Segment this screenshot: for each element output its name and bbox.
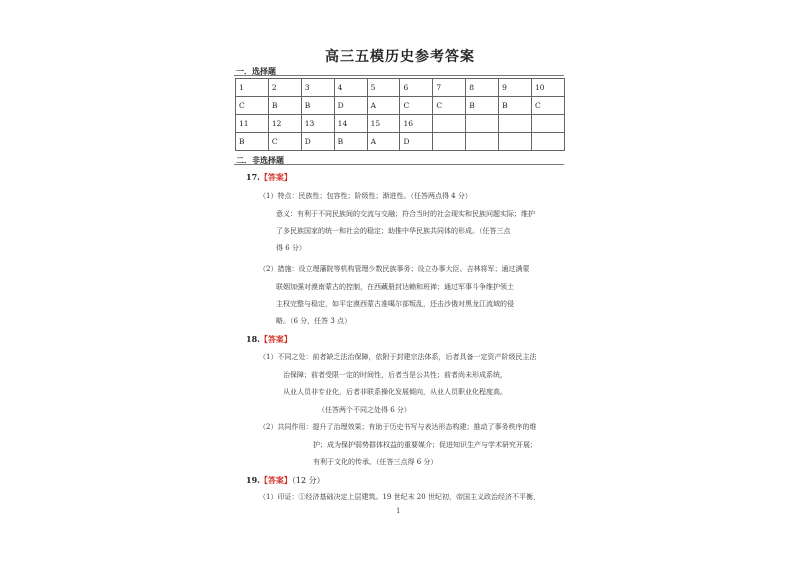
answer-table-cell: B xyxy=(301,97,334,115)
answer-table-cell: 5 xyxy=(367,79,400,97)
q18-line: （2）共同作用：提升了治理效果；有助于历史书写与表达形态构建；推动了事务秩序的维 xyxy=(259,423,537,431)
answer-table-cell: B xyxy=(466,97,499,115)
answer-table xyxy=(235,78,565,151)
answer-table-row xyxy=(236,133,565,151)
answer-table-cell: A xyxy=(367,97,400,115)
q17-line: 联姻加强对漠南蒙古的控制，在西藏册封达赖和班禅；通过军事斗争维护领土 xyxy=(276,283,514,291)
question-number: 17. xyxy=(246,172,260,182)
score-note: （12 分） xyxy=(291,476,325,485)
answer-table-cell: 15 xyxy=(367,115,400,133)
answer-table-cell xyxy=(499,115,532,133)
answer-table-cell: C xyxy=(236,97,269,115)
q17-line: （2）措施：设立理藩院等机构管理少数民族事务；设立办事大臣、吉林将军；通过满蒙 xyxy=(259,265,530,273)
answer-table-cell: D xyxy=(334,97,367,115)
answer-table-cell: B xyxy=(499,97,532,115)
answer-table-cell: 11 xyxy=(236,115,269,133)
q18-line: 治保障；前者受限一定的时间性，后者当是公共性；前者尚未形成系统， xyxy=(283,371,507,379)
answer-table-cell: A xyxy=(367,133,400,151)
answer-table-cell: 4 xyxy=(334,79,367,97)
q17-line: 得 6 分） xyxy=(276,244,306,252)
answer-table-cell: C xyxy=(532,97,565,115)
answer-table-cell: 9 xyxy=(499,79,532,97)
answer-table-cell: 8 xyxy=(466,79,499,97)
q18-line: （1）不同之处：前者缺乏法治保障，依附于封建宗法体系，后者具备一定资产阶级民主法 xyxy=(259,353,537,361)
answer-table-cell: 13 xyxy=(301,115,334,133)
page-title: 高三五模历史参考答案 xyxy=(325,49,475,65)
answer-table-cell: C xyxy=(400,97,433,115)
answer-table-cell: B xyxy=(268,97,301,115)
answer-table-cell: 14 xyxy=(334,115,367,133)
question-19-header xyxy=(246,475,325,486)
question-17-header xyxy=(246,172,292,183)
q18-line: 从业人员非专业化，后者非联系操化发展倾向，从业人员职业化程度高。 xyxy=(283,388,507,396)
answer-table-cell xyxy=(433,133,466,151)
q17-line: 意义：有利于不同民族间的交流与交融；符合当时的社会现实和民族问题实际；维护 xyxy=(276,210,535,218)
answer-table-cell xyxy=(433,115,466,133)
answer-table-cell: B xyxy=(334,133,367,151)
answer-table-cell: 2 xyxy=(268,79,301,97)
q17-line: 了多民族国家的统一和社会的稳定；助推中华民族共同体的形成。（任答三点 xyxy=(276,227,511,235)
divider xyxy=(234,75,564,76)
q18-line: 有利于文化的传承。（任答三点得 6 分） xyxy=(313,458,438,466)
answer-table-row xyxy=(236,97,565,115)
answer-table-cell: D xyxy=(301,133,334,151)
question-number: 19. xyxy=(246,475,260,485)
answer-table-cell: C xyxy=(268,133,301,151)
question-number: 18. xyxy=(246,334,260,344)
answer-table-cell xyxy=(466,133,499,151)
q18-line: 护；成为保护弱势群体权益的重要媒介；促进知识生产与学术研究开展； xyxy=(313,441,537,449)
answer-table-cell: B xyxy=(236,133,269,151)
answer-table-cell xyxy=(499,133,532,151)
answer-table-cell: D xyxy=(400,133,433,151)
answer-table-row xyxy=(236,115,565,133)
answer-table-cell xyxy=(532,133,565,151)
divider xyxy=(234,164,564,165)
answer-table-cell: 1 xyxy=(236,79,269,97)
page-number: 1 xyxy=(396,507,401,515)
q17-line: 略。（6 分，任答 3 点） xyxy=(276,317,352,325)
answer-table-cell xyxy=(466,115,499,133)
q17-line: （1）特点：民族性；包容性；阶级性；渐进性。（任答两点得 4 分） xyxy=(259,192,472,200)
answer-table-cell: 10 xyxy=(532,79,565,97)
section-heading-nonchoice: 二．非选择题 xyxy=(236,155,284,165)
answer-table-cell: C xyxy=(433,97,466,115)
answer-table-cell xyxy=(532,115,565,133)
answer-tag: 【答案】 xyxy=(259,334,292,344)
answer-table-cell: 6 xyxy=(400,79,433,97)
q17-line: 主权完整与稳定，如平定漠西蒙古准噶尔部叛乱，还击沙俄对黑龙江流域的侵 xyxy=(276,300,514,308)
answer-table-cell: 7 xyxy=(433,79,466,97)
answer-tag: 【答案】 xyxy=(259,172,292,182)
q19-line: （1）印证：①经济基础决定上层建筑。19 世纪末 20 世纪初，帝国主义政治经济不平衡， xyxy=(259,493,540,501)
question-18-header xyxy=(246,334,292,345)
answer-table-row xyxy=(236,79,565,97)
answer-tag: 【答案】 xyxy=(259,475,292,485)
answer-table-cell: 12 xyxy=(268,115,301,133)
section-heading-choice: 一．选择题 xyxy=(236,66,276,76)
answer-table-cell: 3 xyxy=(301,79,334,97)
answer-table-cell: 16 xyxy=(400,115,433,133)
q18-line: （任答两个不同之处得 6 分） xyxy=(318,406,411,414)
